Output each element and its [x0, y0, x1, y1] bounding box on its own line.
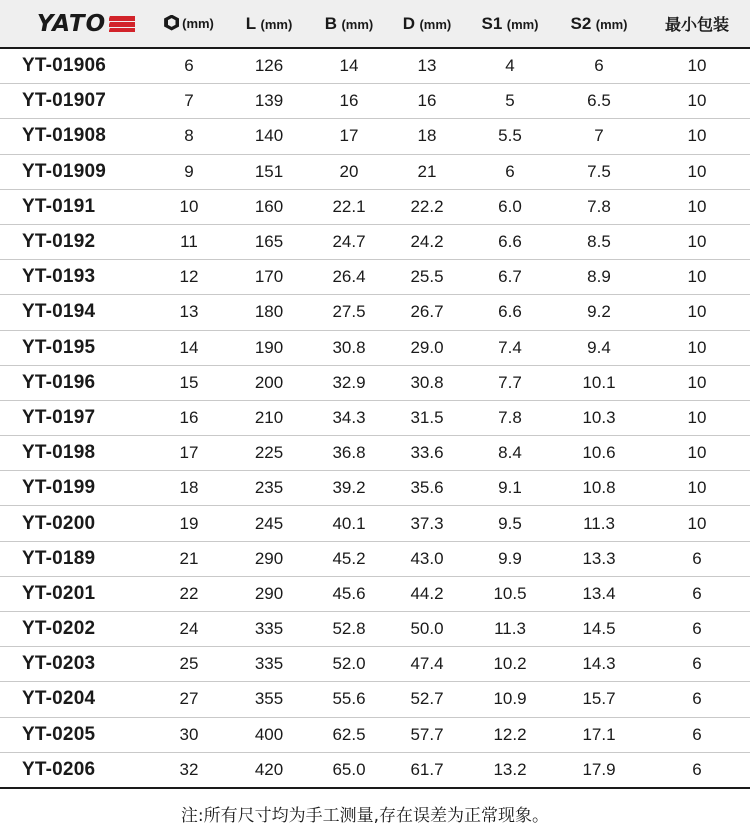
cell-D: 43.0: [388, 541, 466, 576]
cell-B: 34.3: [310, 400, 388, 435]
cell-S1: 6.6: [466, 295, 554, 330]
cell-pack: 6: [644, 541, 750, 576]
table-body: [0, 48, 750, 788]
cell-pack: 6: [644, 717, 750, 752]
cell-D: 30.8: [388, 365, 466, 400]
brand-logo-cell: [0, 0, 150, 48]
column-header-d: [388, 0, 466, 48]
cell-S1: 4: [466, 48, 554, 84]
cell-pack: 10: [644, 436, 750, 471]
table-row: [0, 506, 750, 541]
cell-S2: 7: [554, 119, 644, 154]
cell-L: 139: [228, 84, 310, 119]
cell-B: 40.1: [310, 506, 388, 541]
header-row: [0, 0, 750, 48]
cell-pack: 6: [644, 612, 750, 647]
cell-code: YT-01909: [0, 154, 150, 189]
cell-L: 200: [228, 365, 310, 400]
footnote: 注:所有尺寸均为手工测量,存在误差为正常现象。: [180, 805, 550, 826]
cell-S1: 10.5: [466, 576, 554, 611]
column-label-pack: 最小包装: [664, 15, 729, 34]
cell-D: 24.2: [388, 224, 466, 259]
cell-L: 210: [228, 400, 310, 435]
column-header-s1: [466, 0, 554, 48]
cell-pack: 6: [644, 682, 750, 717]
cell-S2: 14.5: [554, 612, 644, 647]
table-row: [0, 717, 750, 752]
column-header-pack: [644, 0, 750, 48]
hexagon-icon: [164, 15, 179, 31]
cell-S2: 8.5: [554, 224, 644, 259]
cell-D: 35.6: [388, 471, 466, 506]
column-label-s1: S1: [481, 13, 503, 33]
cell-code: YT-0200: [0, 506, 150, 541]
cell-L: 235: [228, 471, 310, 506]
cell-code: YT-0192: [0, 224, 150, 259]
cell-hex: 32: [150, 752, 228, 788]
cell-L: 165: [228, 224, 310, 259]
column-unit-b: (mm): [341, 16, 374, 32]
cell-code: YT-0193: [0, 260, 150, 295]
cell-hex: 7: [150, 84, 228, 119]
cell-code: YT-01907: [0, 84, 150, 119]
cell-D: 50.0: [388, 612, 466, 647]
cell-S2: 11.3: [554, 506, 644, 541]
cell-hex: 9: [150, 154, 228, 189]
column-header-hex: [150, 0, 228, 48]
cell-hex: 10: [150, 189, 228, 224]
cell-S1: 7.8: [466, 400, 554, 435]
column-unit-s1: (mm): [506, 16, 539, 32]
cell-B: 27.5: [310, 295, 388, 330]
cell-pack: 10: [644, 471, 750, 506]
cell-D: 31.5: [388, 400, 466, 435]
cell-S2: 10.6: [554, 436, 644, 471]
cell-hex: 12: [150, 260, 228, 295]
cell-pack: 10: [644, 295, 750, 330]
cell-L: 420: [228, 752, 310, 788]
table-row: [0, 400, 750, 435]
cell-code: YT-0195: [0, 330, 150, 365]
cell-S2: 9.2: [554, 295, 644, 330]
table-row: [0, 752, 750, 788]
cell-pack: 10: [644, 189, 750, 224]
cell-B: 45.6: [310, 576, 388, 611]
cell-hex: 15: [150, 365, 228, 400]
column-label-d: D: [402, 13, 416, 33]
cell-D: 25.5: [388, 260, 466, 295]
cell-code: YT-0202: [0, 612, 150, 647]
cell-L: 355: [228, 682, 310, 717]
table-row: [0, 260, 750, 295]
cell-hex: 25: [150, 647, 228, 682]
table-row: [0, 84, 750, 119]
cell-hex: 8: [150, 119, 228, 154]
cell-S2: 13.3: [554, 541, 644, 576]
table-row: [0, 436, 750, 471]
cell-S2: 6.5: [554, 84, 644, 119]
cell-D: 61.7: [388, 752, 466, 788]
cell-S2: 9.4: [554, 330, 644, 365]
cell-B: 52.0: [310, 647, 388, 682]
table-row: [0, 612, 750, 647]
cell-S2: 15.7: [554, 682, 644, 717]
cell-B: 36.8: [310, 436, 388, 471]
cell-hex: 16: [150, 400, 228, 435]
cell-S1: 9.1: [466, 471, 554, 506]
cell-B: 32.9: [310, 365, 388, 400]
cell-S2: 14.3: [554, 647, 644, 682]
cell-pack: 10: [644, 400, 750, 435]
cell-code: YT-0203: [0, 647, 150, 682]
column-label-s2: S2: [570, 13, 592, 33]
column-unit-hex: (mm): [182, 15, 214, 31]
table-row: [0, 647, 750, 682]
cell-B: 30.8: [310, 330, 388, 365]
cell-D: 16: [388, 84, 466, 119]
cell-hex: 18: [150, 471, 228, 506]
cell-D: 37.3: [388, 506, 466, 541]
column-header-b: [310, 0, 388, 48]
cell-S1: 8.4: [466, 436, 554, 471]
yato-logo: [37, 11, 135, 37]
cell-B: 55.6: [310, 682, 388, 717]
cell-L: 180: [228, 295, 310, 330]
cell-hex: 27: [150, 682, 228, 717]
column-unit-s2: (mm): [595, 16, 628, 32]
cell-code: YT-01908: [0, 119, 150, 154]
table-row: [0, 119, 750, 154]
cell-hex: 6: [150, 48, 228, 84]
cell-D: 21: [388, 154, 466, 189]
cell-L: 140: [228, 119, 310, 154]
cell-pack: 6: [644, 576, 750, 611]
cell-D: 52.7: [388, 682, 466, 717]
cell-B: 65.0: [310, 752, 388, 788]
cell-pack: 10: [644, 48, 750, 84]
column-label-l: L: [245, 13, 257, 33]
brand-name: YATO: [36, 10, 107, 37]
cell-D: 44.2: [388, 576, 466, 611]
cell-pack: 10: [644, 506, 750, 541]
cell-L: 290: [228, 576, 310, 611]
cell-L: 290: [228, 541, 310, 576]
cell-D: 22.2: [388, 189, 466, 224]
cell-S2: 7.8: [554, 189, 644, 224]
column-header-l: [228, 0, 310, 48]
cell-L: 151: [228, 154, 310, 189]
cell-S2: 10.3: [554, 400, 644, 435]
cell-B: 22.1: [310, 189, 388, 224]
cell-code: YT-0206: [0, 752, 150, 788]
cell-pack: 10: [644, 119, 750, 154]
cell-code: YT-0194: [0, 295, 150, 330]
cell-S2: 8.9: [554, 260, 644, 295]
table-row: [0, 365, 750, 400]
cell-S2: 7.5: [554, 154, 644, 189]
cell-code: YT-0201: [0, 576, 150, 611]
cell-code: YT-0199: [0, 471, 150, 506]
cell-code: YT-0196: [0, 365, 150, 400]
cell-hex: 11: [150, 224, 228, 259]
cell-S2: 6: [554, 48, 644, 84]
table-row: [0, 471, 750, 506]
cell-hex: 14: [150, 330, 228, 365]
cell-S1: 7.4: [466, 330, 554, 365]
column-label-b: B: [324, 13, 338, 33]
cell-S1: 7.7: [466, 365, 554, 400]
cell-B: 16: [310, 84, 388, 119]
cell-code: YT-0197: [0, 400, 150, 435]
cell-L: 245: [228, 506, 310, 541]
cell-S2: 13.4: [554, 576, 644, 611]
cell-S1: 13.2: [466, 752, 554, 788]
cell-pack: 10: [644, 154, 750, 189]
cell-L: 160: [228, 189, 310, 224]
cell-L: 335: [228, 612, 310, 647]
cell-L: 225: [228, 436, 310, 471]
cell-S1: 6.0: [466, 189, 554, 224]
column-unit-d: (mm): [419, 16, 452, 32]
cell-S1: 10.9: [466, 682, 554, 717]
cell-D: 57.7: [388, 717, 466, 752]
cell-L: 335: [228, 647, 310, 682]
cell-code: YT-0205: [0, 717, 150, 752]
table-row: [0, 224, 750, 259]
cell-pack: 10: [644, 365, 750, 400]
table-header: [0, 0, 750, 48]
cell-S1: 6: [466, 154, 554, 189]
cell-B: 52.8: [310, 612, 388, 647]
cell-hex: 24: [150, 612, 228, 647]
cell-hex: 13: [150, 295, 228, 330]
cell-hex: 21: [150, 541, 228, 576]
table-row: [0, 48, 750, 84]
cell-code: YT-0204: [0, 682, 150, 717]
cell-S1: 10.2: [466, 647, 554, 682]
cell-B: 39.2: [310, 471, 388, 506]
table-row: [0, 682, 750, 717]
cell-L: 170: [228, 260, 310, 295]
cell-L: 400: [228, 717, 310, 752]
yato-stripes-icon: [109, 15, 135, 32]
cell-S1: 12.2: [466, 717, 554, 752]
cell-hex: 22: [150, 576, 228, 611]
cell-S2: 17.1: [554, 717, 644, 752]
cell-pack: 6: [644, 647, 750, 682]
table-row: [0, 541, 750, 576]
cell-B: 45.2: [310, 541, 388, 576]
cell-B: 17: [310, 119, 388, 154]
cell-pack: 10: [644, 330, 750, 365]
cell-S1: 11.3: [466, 612, 554, 647]
cell-code: YT-0189: [0, 541, 150, 576]
cell-B: 20: [310, 154, 388, 189]
cell-hex: 17: [150, 436, 228, 471]
cell-S1: 6.7: [466, 260, 554, 295]
cell-S2: 17.9: [554, 752, 644, 788]
column-header-s2: [554, 0, 644, 48]
cell-B: 62.5: [310, 717, 388, 752]
cell-D: 29.0: [388, 330, 466, 365]
cell-code: YT-0198: [0, 436, 150, 471]
cell-B: 26.4: [310, 260, 388, 295]
cell-code: YT-01906: [0, 48, 150, 84]
cell-B: 14: [310, 48, 388, 84]
cell-hex: 30: [150, 717, 228, 752]
table-row: [0, 330, 750, 365]
cell-S1: 5.5: [466, 119, 554, 154]
table-row: [0, 576, 750, 611]
cell-S1: 6.6: [466, 224, 554, 259]
cell-D: 26.7: [388, 295, 466, 330]
cell-L: 126: [228, 48, 310, 84]
cell-D: 47.4: [388, 647, 466, 682]
cell-B: 24.7: [310, 224, 388, 259]
cell-D: 18: [388, 119, 466, 154]
table-row: [0, 154, 750, 189]
column-unit-l: (mm): [260, 16, 293, 32]
cell-S2: 10.1: [554, 365, 644, 400]
cell-pack: 6: [644, 752, 750, 788]
cell-hex: 19: [150, 506, 228, 541]
cell-pack: 10: [644, 224, 750, 259]
cell-S1: 5: [466, 84, 554, 119]
cell-S1: 9.5: [466, 506, 554, 541]
cell-D: 33.6: [388, 436, 466, 471]
cell-S1: 9.9: [466, 541, 554, 576]
cell-pack: 10: [644, 260, 750, 295]
cell-S2: 10.8: [554, 471, 644, 506]
table-row: [0, 189, 750, 224]
cell-D: 13: [388, 48, 466, 84]
cell-L: 190: [228, 330, 310, 365]
cell-code: YT-0191: [0, 189, 150, 224]
cell-pack: 10: [644, 84, 750, 119]
table-row: [0, 295, 750, 330]
